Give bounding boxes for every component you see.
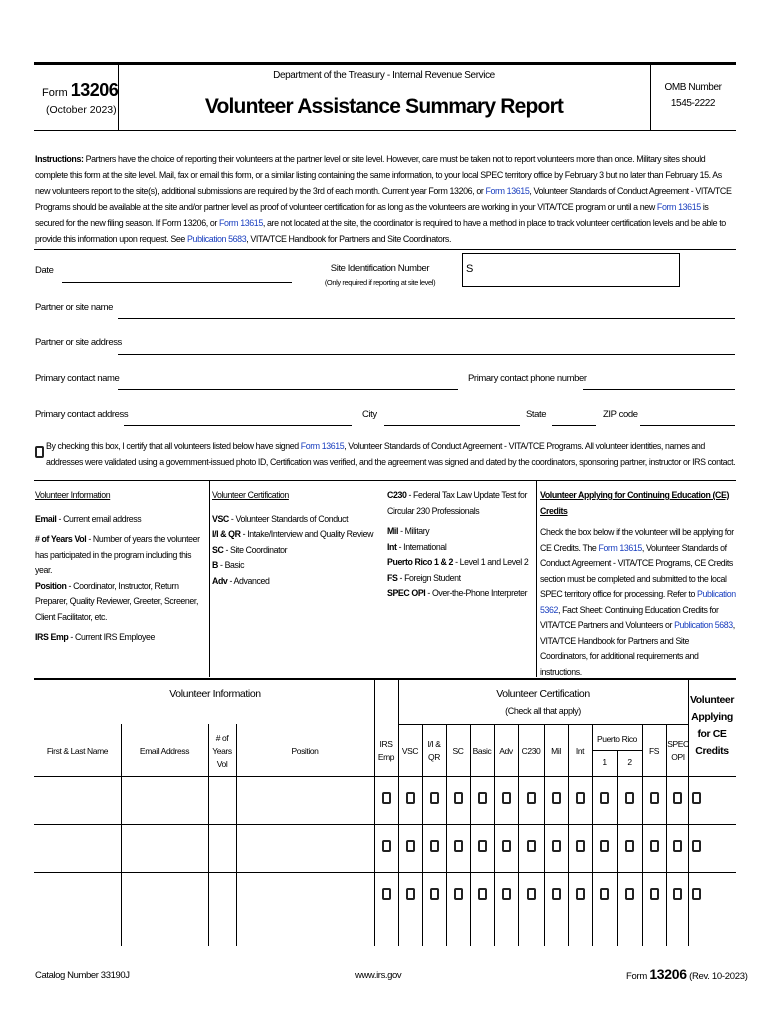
table-row-checkbox[interactable] [625,888,634,900]
table-row-checkbox[interactable] [382,840,391,852]
legend-fs: FS - Foreign Student [387,572,461,583]
legend-years: # of Years Vol - Number of years the volunteer has participated in the program including this year. [35,534,200,575]
table-row-checkbox[interactable] [673,888,682,900]
zip-field[interactable] [640,411,735,426]
instructions-rule [34,249,736,250]
table-row-checkbox[interactable] [692,840,701,852]
table-row-checkbox[interactable] [576,888,585,900]
legend-c230: C230 - Federal Tax Law Update Test for Circular 230 Professionals [387,490,527,516]
position-input[interactable] [237,777,373,823]
email-input[interactable] [122,873,207,919]
partner-address-label: Partner or site address [35,337,122,348]
col-pr-1: 1 [602,757,607,767]
table-row-checkbox[interactable] [600,888,609,900]
form-13615-link[interactable]: Form 13615 [656,202,701,212]
instructions [35,151,735,247]
legend-certification [212,488,382,589]
legend-sc: SC - Site Coordinator [212,544,288,555]
legend-ce [540,488,736,678]
name-input[interactable] [35,825,120,871]
table-row-checkbox[interactable] [650,792,659,804]
table-row-checkbox[interactable] [406,888,415,900]
site-id-prefix: S [466,263,474,275]
position-input[interactable] [237,825,373,871]
table-row-checkbox[interactable] [454,792,463,804]
contact-name-field[interactable] [118,375,458,390]
legend-vsc: VSC - Volunteer Standards of Conduct [212,513,349,524]
table-row-checkbox[interactable] [600,792,609,804]
site-id-label: Site Identification Number [330,263,430,274]
table-row-checkbox[interactable] [406,840,415,852]
table-row-checkbox[interactable] [650,840,659,852]
col-years: # of Years Vol [212,733,232,769]
email-input[interactable] [122,825,207,871]
table-row-checkbox[interactable] [478,888,487,900]
position-input[interactable] [237,873,373,919]
certify-checkbox[interactable] [35,446,44,458]
form-13615-link[interactable]: Form 13615 [300,441,345,451]
table-row-checkbox[interactable] [576,792,585,804]
partner-name-label: Partner or site name [35,302,114,313]
table-col-rule [398,679,399,946]
table-row-checkbox[interactable] [430,840,439,852]
state-field[interactable] [552,411,596,426]
agency-name: Department of the Treasury - Internal Revenue Service [273,70,495,81]
table-row-checkbox[interactable] [527,792,536,804]
table-row-checkbox[interactable] [650,888,659,900]
state-label: State [526,409,547,420]
contact-phone-field[interactable] [583,375,735,390]
table-row-checkbox[interactable] [552,792,561,804]
legend-cert-title: Volunteer Certification [212,490,289,500]
legend-divider-1 [209,481,210,677]
partner-address-field[interactable] [118,340,735,355]
legend-position: Position - Coordinator, Instructor, Return Preparer, Quality Reviewer, Greeter, Screener, Client Facilitator, etc. [35,580,198,622]
certify-statement [46,438,736,470]
publication-5683-link[interactable]: Publication 5683 [187,234,247,244]
instructions-text-2: , Volunteer Standards of Conduct Agreement - VITA/TCE Programs should be available at the site and/or partner level as proof of volunteer certification for as long as the volunteers are working in your VITA/TCE program or until a new [35,186,732,212]
table-row-checkbox[interactable] [673,840,682,852]
legend-ce-text: Check the box below if the volunteer will be applying for CE Credits. The Form 13615, Volunteer Standards of Conduct Agreement - VITA/TCE Programs, CE Credits section must be completed and submitted to the local SPEC territory office for processing. Refer to Publication 5362, Fact Sheet: Continuing Education Credits for VITA/TCE Partners and Volunteers or Publication 5683, VITA/TCE Handbook for Partners and Site Coordinators, for additional requirements and instructions. [540,527,736,677]
col-iiqr: I/I & QR [427,739,441,762]
table-row-checkbox[interactable] [692,888,701,900]
instructions-text-1: Partners have the choice of reporting their volunteers at the partner level or site level. However, care must be taken not to report volunteers more than once. Military sites should complete this form at the site level. Mail, fax or email this form, or a similar listing containing the same information, to your local SPEC territory office by February 3 but no later than February 15. As new volunteers report to the site(s), additional submissions are required by the 3rd of each month. Current year Form 13206, or [35,154,722,196]
date-field[interactable] [62,268,292,283]
legend-int: Int - International [387,541,447,552]
footer-form-id: Form 13206 (Rev. 10-2023) [626,966,748,982]
zip-label: ZIP code [603,409,638,420]
legend-divider-2 [536,481,537,677]
omb-label: OMB Number [664,82,722,93]
years-input[interactable] [209,873,235,919]
table-row-checkbox[interactable] [625,840,634,852]
table-row-checkbox[interactable] [454,840,463,852]
legend-mil: Mil - Military [387,526,430,536]
omb-number: 1545-2222 [670,98,716,109]
table-row-checkbox[interactable] [552,840,561,852]
table-col-rule [617,750,618,946]
col-spec-opi: SPEC OPI [667,739,689,762]
col-pr-2: 2 [627,757,632,767]
form-date: (October 2023) [46,104,117,116]
publication-5362-link[interactable]: Publication 5362 [540,589,736,615]
legend-ce-title: Volunteer Applying for Continuing Education (CE) Credits [540,490,729,516]
table-row-checkbox[interactable] [430,888,439,900]
table-row-checkbox[interactable] [692,792,701,804]
publication-5683-link[interactable]: Publication 5683 [674,620,733,630]
col-sc: SC [452,746,464,756]
col-basic: Basic [472,746,492,756]
certify-text-1: By checking this box, I certify that all volunteers listed below have signed [46,441,301,451]
table-row-checkbox[interactable] [527,888,536,900]
table-col-rule [642,724,643,946]
table-col-rule [494,724,495,946]
col-fs: FS [648,746,660,756]
table-row-checkbox[interactable] [552,888,561,900]
site-id-field[interactable] [462,253,680,287]
date-label: Date [35,265,54,276]
certify-rule [34,480,736,481]
table-col-rule [568,724,569,946]
table-row-checkbox[interactable] [625,792,634,804]
table-vol-info-header: Volunteer Information [169,688,261,700]
irs-website: www.irs.gov [355,970,402,981]
legend-iiqr: I/I & QR - Intake/Interview and Quality Review [212,529,374,539]
catalog-number: Catalog Number 33190J [35,970,130,981]
table-row-checkbox[interactable] [430,792,439,804]
form-13615-link[interactable]: Form 13615 [598,542,642,553]
table-col-rule [518,724,519,946]
city-field[interactable] [384,411,520,426]
table-cert-subheader: (Check all that apply) [505,706,581,716]
partner-name-field[interactable] [118,304,735,319]
form-number [42,80,118,101]
table-col-rule [446,724,447,946]
legend-basic: B - Basic [212,560,245,570]
header-right-divider [650,64,651,130]
form-number-value: 13206 [70,80,119,100]
form-13615-link[interactable]: Form 13615 [219,218,263,228]
table-row-checkbox[interactable] [406,792,415,804]
col-name: First & Last Name [46,746,109,756]
legend-spec: SPEC OPI - Over-the-Phone Interpreter [387,588,528,598]
table-row-checkbox[interactable] [502,792,511,804]
col-int: Int [575,746,585,756]
site-id-note: (Only required if reporting at site level) [324,278,436,287]
instructions-label: Instructions: [35,154,84,164]
col-mil: Mil [551,746,561,756]
legend-volunteer-info [35,488,207,646]
col-position: Position [291,746,319,756]
name-input[interactable] [35,777,120,823]
table-row-checkbox[interactable] [527,840,536,852]
contact-address-field[interactable] [124,411,352,426]
certify-text-2: , Volunteer Standards of Conduct Agreement - VITA/TCE Programs. All volunteer identities, names and addresses were validated using a government-issued photo ID, Certification was verified, and the agreement was signed and dated by the coordinators, sponsoring partner, instructor or IRS contact. [46,441,736,467]
cert-sub-rule [398,724,688,725]
instructions-text-4: , are not located at the site, the coordinator is required to have a method in place to track volunteer certification levels and be able to provide this information upon request. See [35,218,726,244]
table-cert-header: Volunteer Certification [496,688,590,700]
email-input[interactable] [122,777,207,823]
name-input[interactable] [35,873,120,919]
table-row-checkbox[interactable] [502,840,511,852]
form-title: Volunteer Assistance Summary Report [204,95,564,118]
years-input[interactable] [209,825,235,871]
table-row-checkbox[interactable] [673,792,682,804]
table-row-checkbox[interactable] [502,888,511,900]
table-row-checkbox[interactable] [382,888,391,900]
header-bottom-rule [34,130,736,131]
instructions-text-3: is secured for the new filing season. If Form 13206, or [35,202,709,228]
col-email: Email Address [139,746,190,756]
header-top-rule [34,62,736,65]
table-ce-header: Volunteer Applying for CE Credits [689,694,735,757]
legend-email: Email - Current email address [35,513,142,524]
table-col-rule [374,679,375,946]
table-col-rule [544,724,545,946]
col-puerto-rico: Puerto Rico [596,734,637,744]
legend-irs-emp: IRS Emp - Current IRS Employee [35,632,155,642]
col-irs-emp: IRS Emp [377,739,395,762]
legend-vol-info-title: Volunteer Information [35,490,111,500]
table-row-checkbox[interactable] [454,888,463,900]
col-c230: C230 [521,746,541,756]
years-input[interactable] [209,777,235,823]
col-vsc: VSC [401,746,419,756]
instructions-text-5: , VITA/TCE Handbook for Partners and Site Coordinators. [246,234,452,244]
col-adv: Adv [499,746,513,756]
form-word: Form [42,87,68,99]
legend-certification-2 [387,488,535,602]
table-col-rule [470,724,471,946]
legend-pr: Puerto Rico 1 & 2 - Level 1 and Level 2 [387,557,529,567]
table-row-checkbox[interactable] [576,840,585,852]
table-row-checkbox[interactable] [382,792,391,804]
table-row-checkbox[interactable] [478,840,487,852]
contact-phone-label: Primary contact phone number [468,373,587,384]
table-top-rule [34,678,736,680]
form-13615-link[interactable]: Form 13615 [485,186,530,196]
contact-name-label: Primary contact name [35,373,120,384]
contact-address-label: Primary contact address [35,409,129,420]
legend-advanced: Adv - Advanced [212,575,270,586]
table-row-checkbox[interactable] [600,840,609,852]
city-label: City [362,409,377,420]
table-row-checkbox[interactable] [478,792,487,804]
